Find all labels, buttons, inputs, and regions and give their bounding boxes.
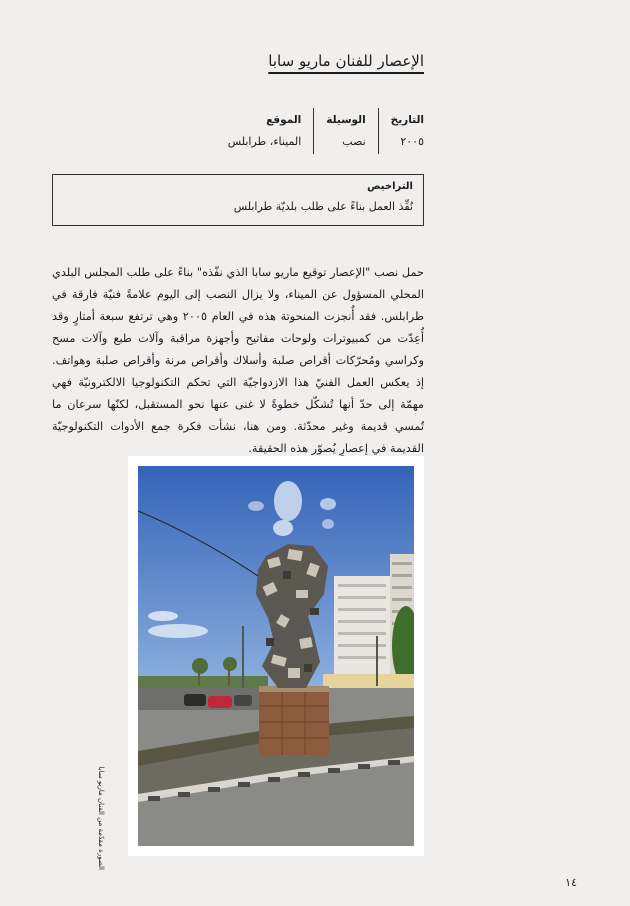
- meta-medium: [314, 108, 378, 154]
- artwork-meta-table: [216, 108, 424, 154]
- meta-medium-value: نصب: [342, 135, 366, 148]
- photo-credit: الصورة مقدّمة من الفنان ماريو سابا: [97, 766, 105, 870]
- meta-medium-label: الوسيلة: [326, 114, 366, 126]
- body-paragraph: حمل نصب "الإعصار توقيع ماريو سابا الذي نفّذه" بناءً على طلب المجلس البلدي المحلي المسؤول عن الميناء، ولا يزال النصب إلى اليوم علامةً فنيّة فارقة في طرابلس. فقد أُنجزت المنحوتة هذه في العام ٢٠٠٥ وهي ترتفع سبعة أمتارٍ وقد أُعِدّت من كمبيوترات ولوحات مفاتيح وأجهزة مراقبة وآلات طبع وآلات مسح وكراسي ومُحرّكات أقراص صلبة وأسلاك وأقراص مرنة وأقراص صلبة وهواتف. إذ يعكس العمل الفنيّ هذا الازدواجيّة التي تحكم التكنولوجيا الالكترونيّة فهي مهمّة إلى حدّ أنها تُشكّل خطوةً لا غنى عنها نحو المستقبل، لكنّها سرعان ما تُمسي قديمة وغير محدّثة. ومن هنا، نشأت فكرة جمع الأدوات التكنولوجيّة القديمة في إعصارٍ يُصوّر هذه الحقيقة.: [52, 266, 424, 455]
- meta-date-value: ٢٠٠٥: [400, 135, 424, 148]
- page-title: الإعصار للفنان ماريو سابا: [268, 52, 424, 70]
- meta-location-value: الميناء، طرابلس: [227, 135, 302, 148]
- artwork-photo: [128, 456, 424, 856]
- page-number: ١٤: [565, 876, 577, 889]
- meta-date: [379, 108, 424, 154]
- permits-label: التراخيص: [367, 181, 413, 192]
- sculpture-photo-image: [138, 466, 414, 846]
- meta-location-label: الموقع: [266, 114, 302, 126]
- meta-date-label: التاريخ: [390, 114, 424, 126]
- permits-box: [52, 174, 424, 226]
- permits-text: نُفِّذ العمل بناءً على طلب بلديّة طرابلس: [233, 200, 413, 213]
- meta-location: [216, 108, 315, 154]
